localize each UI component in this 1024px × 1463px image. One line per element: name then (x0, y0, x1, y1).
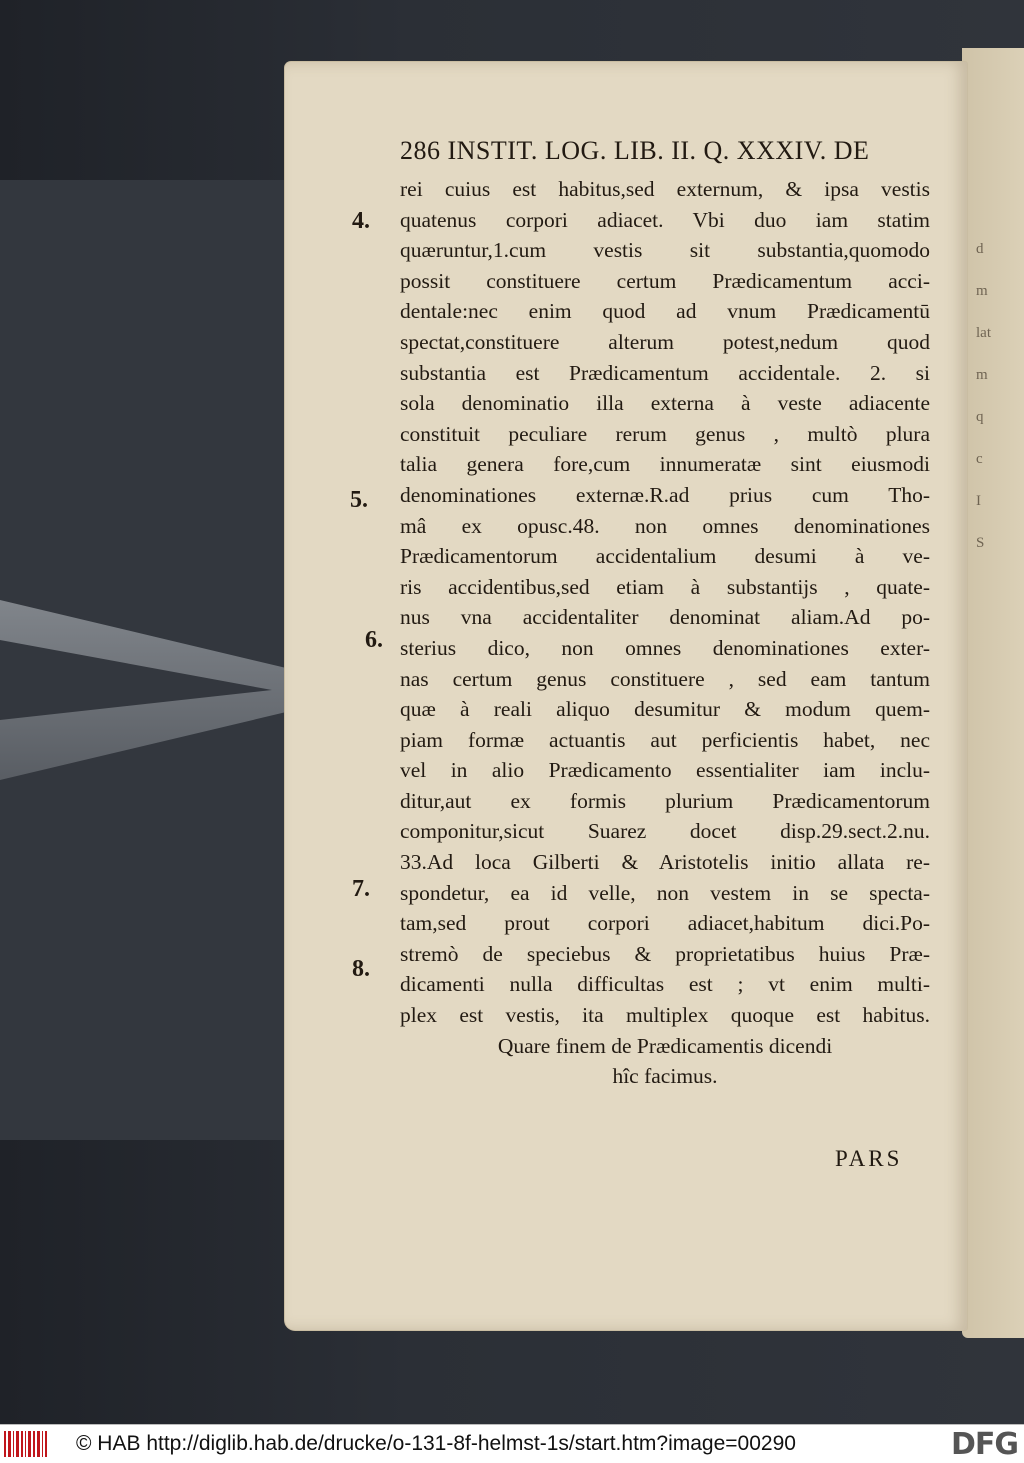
barcode-icon (4, 1429, 48, 1459)
dfg-logo: DFG (950, 1427, 1018, 1462)
text-line: piam formæ actuantis aut perficientis habet, nec (400, 727, 930, 752)
text-line: 33.Ad loca Gilberti & Aristotelis initio allata re- (400, 850, 930, 875)
text-line: tam,sed prout corpori adiacet,habitum dici.Po- (400, 911, 930, 936)
text-line: substantia est Prædicamentum accidentale. 2. si (400, 360, 930, 385)
margin-number: 8. (352, 956, 370, 982)
text-line: ditur,aut ex formis plurium Prædicamentorum (400, 788, 930, 813)
text-line: spondetur, ea id velle, non vestem in se specta- (400, 880, 930, 905)
text-line: nus vna accidentaliter denominat aliam.Ad po- (400, 605, 930, 630)
text-line: plex est vestis, ita multiplex quoque est habitus. (400, 1003, 930, 1028)
text-line: possit constituere certum Prædicamentum acci- (400, 268, 930, 293)
margin-number: 6. (365, 627, 383, 653)
text-line: quæruntur,1.cum vestis sit substantia,quomodo (400, 238, 930, 263)
running-header: 286 INSTIT. LOG. LIB. II. Q. XXXIV. DE (400, 136, 870, 165)
text-line: vel in alio Prædicamento essentialiter iam inclu- (400, 758, 930, 783)
text-line: quæ à reali aliquo desumitur & modum quem- (400, 697, 930, 722)
text-line: spectat,constituere alterum potest,nedum quod (400, 329, 930, 354)
facing-page-bleed: d m lat m q c I S (976, 241, 991, 551)
text-line: stremò de speciebus & proprietatibus huius Præ- (400, 941, 930, 966)
text-line: quatenus corpori adiacet. Vbi duo iam statim (400, 207, 930, 232)
text-line: dentale:nec enim quod ad vnum Prædicamentū (400, 299, 930, 324)
text-line: rei cuius est habitus,sed externum, & ipsa vestis (400, 177, 930, 201)
catchword: PARS (835, 1146, 903, 1171)
text-line: dicamenti nulla difficultas est ; vt enim multi- (400, 972, 930, 997)
margin-number: 4. (352, 208, 370, 234)
text-line: Prædicamentorum accidentalium desumi à ve- (400, 544, 930, 569)
closing-line: Quare finem de Prædicamentis dicendi (497, 1033, 833, 1058)
page-text (400, 128, 930, 1092)
text-line: talia genera fore,cum innumeratæ sint eiusmodi (400, 452, 930, 477)
viewer-footer (0, 1424, 1024, 1463)
text-line: sola denominatio illa externa à veste adiacente (400, 391, 930, 416)
facing-page-edge (962, 48, 1024, 1338)
text-line: constituit peculiare rerum genus , multò plura (400, 421, 930, 446)
margin-number: 5. (350, 487, 368, 513)
body-text (400, 174, 930, 1031)
text-line: ris accidentibus,sed etiam à substantijs , quate- (400, 574, 930, 599)
text-line: mâ ex opusc.48. non omnes denominationes (400, 513, 930, 538)
text-line: nas certum genus constituere , sed eam tantum (400, 666, 930, 691)
source-credit-link[interactable]: © HAB http://diglib.hab.de/drucke/o-131-8f-helmst-1s/start.htm?image=00290 (76, 1432, 796, 1455)
text-line: componitur,sicut Suarez docet disp.29.sect.2.nu. (400, 819, 930, 844)
closing-line: hîc facimus. (612, 1064, 718, 1089)
text-line: denominationes externæ.R.ad prius cum Tho- (400, 482, 930, 507)
margin-number: 7. (352, 876, 370, 902)
text-line: sterius dico, non omnes denominationes exter- (400, 635, 930, 660)
